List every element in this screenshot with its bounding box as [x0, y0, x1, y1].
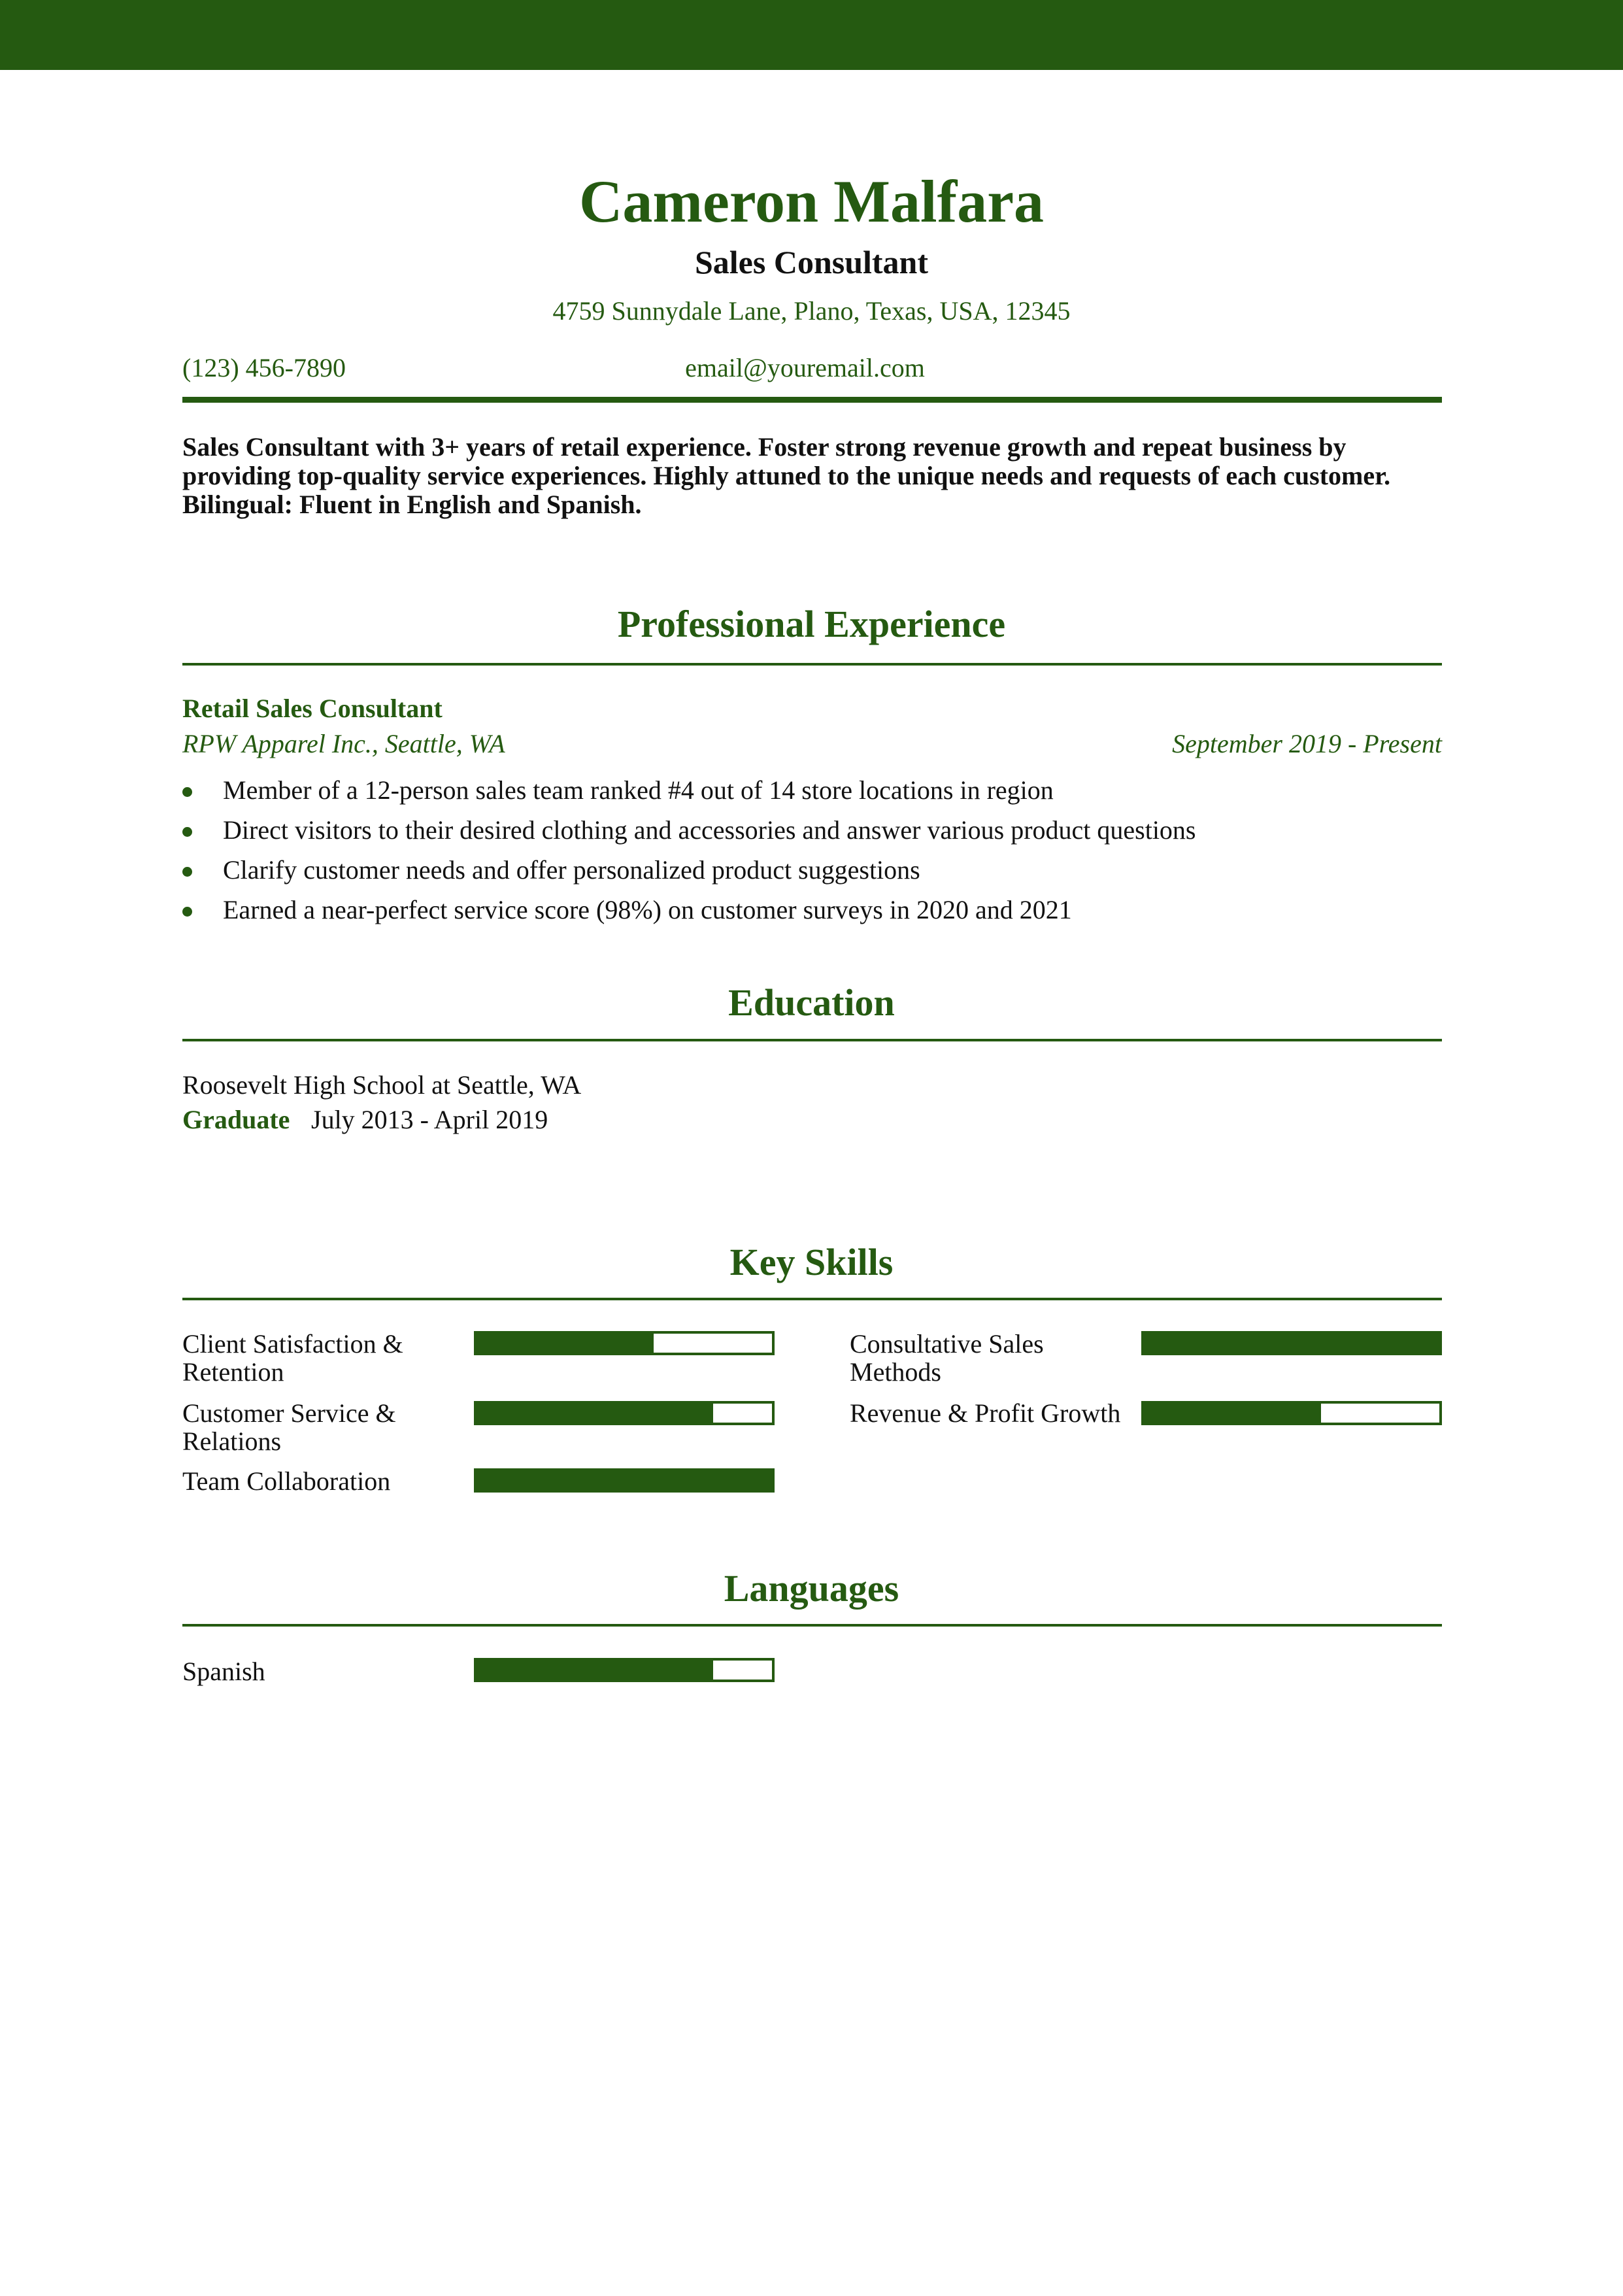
bullet-icon: [182, 787, 192, 797]
job-bullets: [182, 770, 1442, 930]
language-level-bar: [474, 1658, 775, 1682]
skill-level-bar: [1141, 1401, 1442, 1425]
top-accent-bar: [0, 0, 1623, 70]
bullet-icon: [182, 907, 192, 917]
list-item: Direct visitors to their desired clothing and accessories and answer various product questions: [182, 810, 1442, 850]
experience-heading: Professional Experience: [617, 603, 1006, 645]
education-degree: Graduate: [182, 1105, 290, 1134]
education-school: Roosevelt High School at Seattle, WA: [182, 1070, 582, 1100]
skill-level-fill: [477, 1404, 713, 1423]
job-dates: September 2019 - Present: [1172, 729, 1442, 758]
list-item: Earned a near-perfect service score (98%) on customer surveys in 2020 and 2021: [182, 890, 1442, 930]
header-divider: [182, 397, 1442, 403]
phone: (123) 456-7890: [182, 353, 346, 382]
languages-divider: [182, 1624, 1442, 1627]
list-item: Clarify customer needs and offer personalized product suggestions: [182, 850, 1442, 890]
address: 4759 Sunnydale Lane, Plano, Texas, USA, 12345: [552, 296, 1071, 326]
education-dates: July 2013 - April 2019: [311, 1105, 548, 1134]
bullet-icon: [182, 827, 192, 837]
candidate-name: Cameron Malfara: [578, 168, 1045, 235]
email: email@youremail.com: [685, 353, 925, 382]
skills-divider: [182, 1298, 1442, 1300]
language-level-fill: [477, 1661, 713, 1680]
education-divider: [182, 1039, 1442, 1041]
skill-level-fill: [1144, 1334, 1439, 1353]
skill-label: Consultative Sales Methods: [850, 1329, 1044, 1387]
job-title: Retail Sales Consultant: [182, 694, 443, 723]
languages-heading: Languages: [724, 1567, 899, 1610]
skill-level-bar: [474, 1401, 775, 1425]
education-heading: Education: [728, 981, 895, 1024]
skill-level-fill: [1144, 1404, 1321, 1423]
bullet-icon: [182, 867, 192, 877]
skill-label: Revenue & Profit Growth: [850, 1398, 1121, 1428]
list-item: Member of a 12-person sales team ranked #4 out of 14 store locations in region: [182, 770, 1442, 810]
job-title-header: Sales Consultant: [694, 244, 929, 280]
experience-divider: [182, 663, 1442, 666]
skills-heading: Key Skills: [729, 1241, 894, 1283]
skill-level-bar: [474, 1468, 775, 1493]
skill-label: Client Satisfaction & Retention: [182, 1329, 403, 1387]
language-label: Spanish: [182, 1657, 265, 1686]
skill-level-bar: [474, 1331, 775, 1355]
skill-level-fill: [477, 1471, 772, 1490]
skill-label: Customer Service & Relations: [182, 1398, 396, 1456]
skill-level-bar: [1141, 1331, 1442, 1355]
skill-label: Team Collaboration: [182, 1466, 391, 1496]
summary: Sales Consultant with 3+ years of retail experience. Foster strong revenue growth and repeat business by providing top-quality service experiences. Highly attuned to the unique needs and requests of each customer. Bilingual: Fluent in English and Spanish.: [182, 432, 1391, 519]
job-company: RPW Apparel Inc., Seattle, WA: [182, 729, 505, 758]
skill-level-fill: [477, 1334, 654, 1353]
